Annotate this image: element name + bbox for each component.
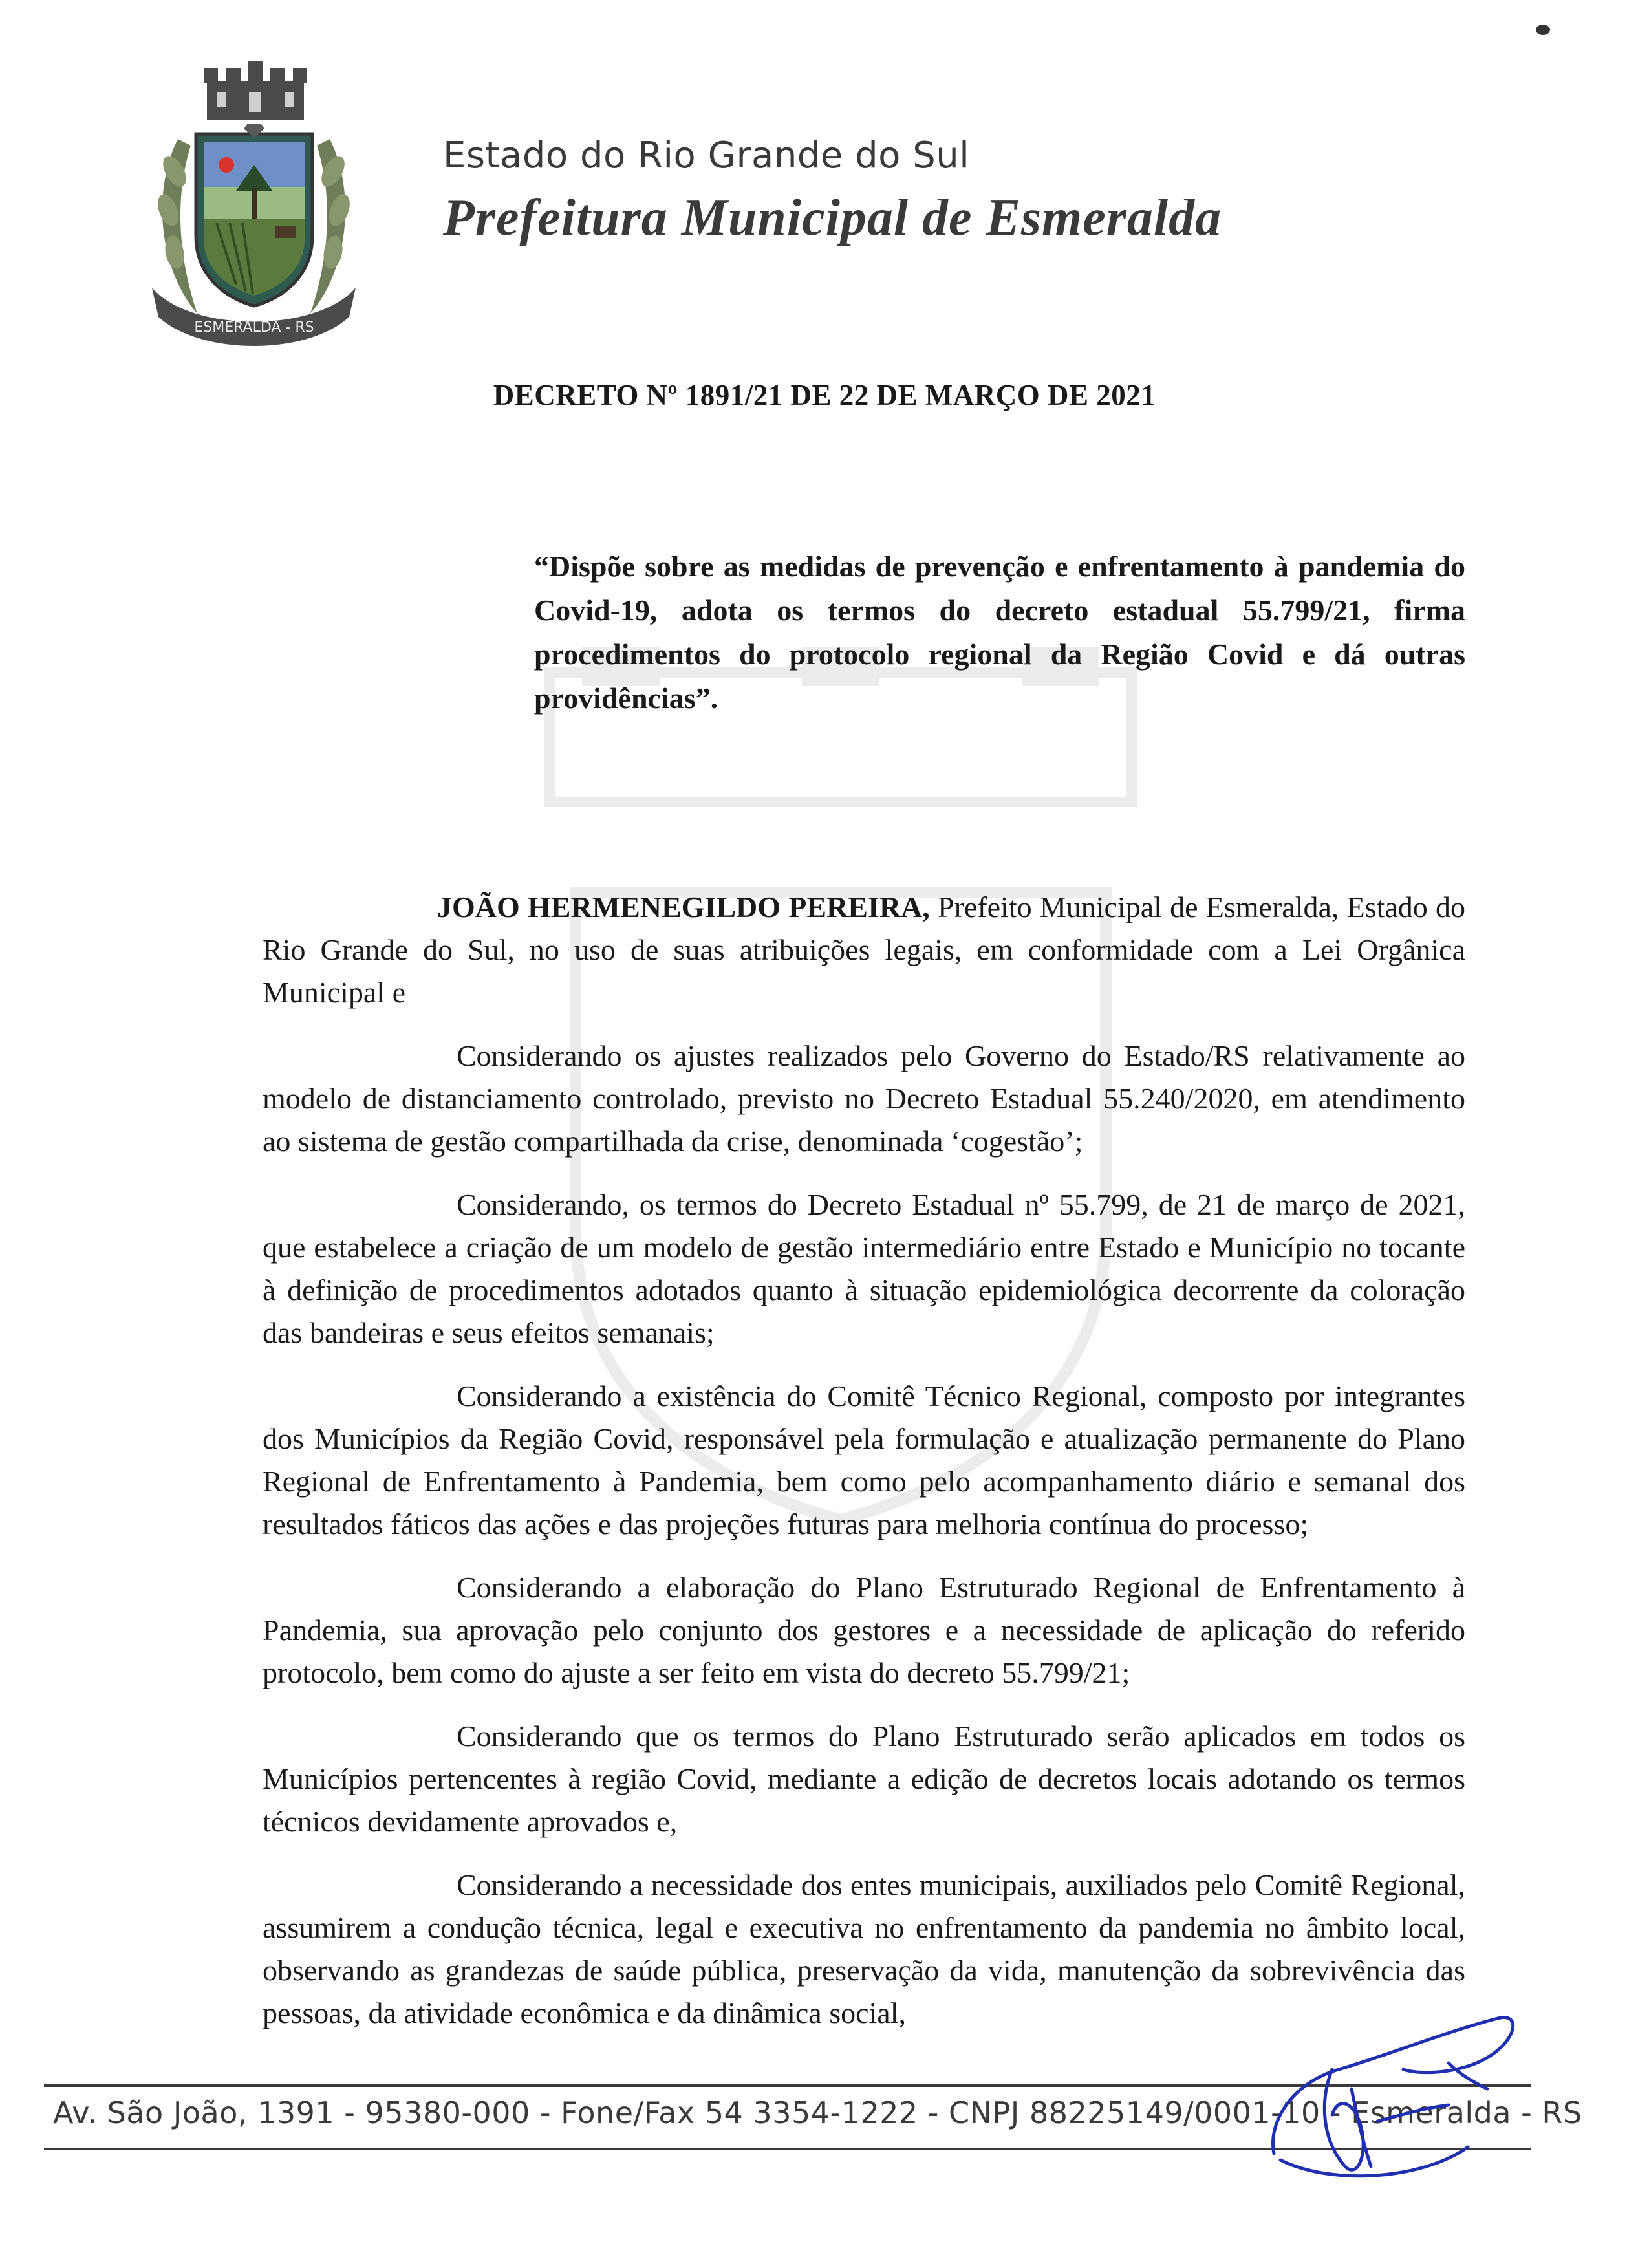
handwritten-signature: [1255, 1992, 1526, 2192]
considering-paragraph: Considerando a existência do Comitê Técnico Regional, composto por integrantes dos Municípios da Região Covid, responsável pela formulação e atualização permanente do Plano Regional de Enfrentamento à Pandemia, bem como pelo acompanhamento diário e semanal dos resultados fáticos das ações e das projeções futuras para melhoria contínua do processo;: [263, 1379, 1465, 1540]
crest-ribbon-text: ESMERALDA - RS: [194, 319, 314, 336]
mayor-name: JOÃO HERMENEGILDO PEREIRA,: [437, 891, 930, 923]
decree-summary: “Dispõe sobre as medidas de prevenção e enfrentamento à pandemia do Covid-19, adota os termos do decreto estadual 55.799/21, firma procedimentos do protocolo regional da Região Covid e dá outras providências”.: [534, 550, 1465, 715]
state-name: Estado do Rio Grande do Sul: [443, 135, 970, 177]
considering-paragraph: Considerando a elaboração do Plano Estruturado Regional de Enfrentamento à Pandemia, sua aprovação pelo conjunto dos gestores e a necessidade de aplicação do referido protocolo, bem como do ajuste a ser feito em vista do decreto 55.799/21;: [263, 1571, 1465, 1689]
municipal-crest-logo: [139, 61, 369, 359]
decree-body: [263, 886, 1465, 2055]
decree-title: DECRETO Nº 1891/21 DE 22 DE MARÇO DE 2021: [493, 379, 1156, 411]
municipality-name: Prefeitura Municipal de Esmeralda: [443, 189, 1222, 246]
considering-paragraph: Considerando a necessidade dos entes municipais, auxiliados pelo Comitê Regional, assumirem a condução técnica, legal e executiva no enfrentamento da pandemia no âmbito local, observando as grandezas de saúde pública, preservação da vida, manutenção da sobrevivência das pessoas, da atividade econômica e da dinâmica social,: [263, 1868, 1465, 2029]
considering-paragraph: Considerando que os termos do Plano Estruturado serão aplicados em todos os Municípios pertencentes à região Covid, mediante a edição de decretos locais adotando os termos técnicos devidamente aprovados e,: [263, 1720, 1465, 1838]
considering-paragraph: Considerando, os termos do Decreto Estadual nº 55.799, de 21 de março de 2021, que estabelece a criação de um modelo de gestão intermediário entre Estado e Município no tocante à definição de procedimentos adotados quanto à situação epidemiológica decorrente da coloração das bandeiras e seus efeitos semanais;: [263, 1188, 1465, 1349]
intro-paragraph: [263, 886, 1465, 1014]
footer-address: Av. São João, 1391 - 95380-000 - Fone/Fax 54 3354-1222 - CNPJ 88225149/0001-10 - Esmeralda - RS: [53, 2095, 1582, 2130]
considering-paragraph: Considerando os ajustes realizados pelo Governo do Estado/RS relativamente ao modelo de distanciamento controlado, previsto no Decreto Estadual 55.240/2020, em atendimento ao sistema de gestão compartilhada da crise, denominada ‘cogestão’;: [263, 1039, 1465, 1158]
intro-text: Prefeito Municipal de Esmeralda, Estado do Rio Grande do Sul, no uso de suas atribuições legais, em conformidade com a Lei Orgânica Municipal e: [263, 891, 1465, 1009]
scan-speck: [1536, 25, 1550, 35]
